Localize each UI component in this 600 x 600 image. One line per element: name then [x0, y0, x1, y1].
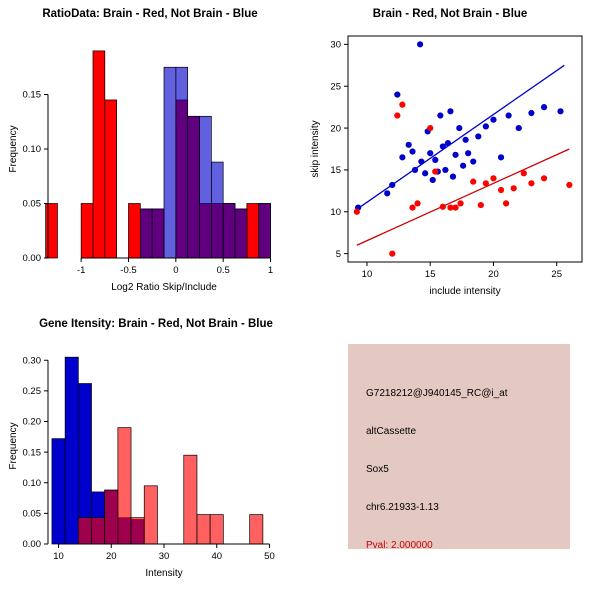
svg-text:10: 10 — [53, 551, 64, 562]
svg-text:0.10: 0.10 — [22, 477, 41, 489]
svg-text:0.15: 0.15 — [22, 89, 41, 101]
ratio-histogram-title: RatioData: Brain - Red, Not Brain - Blue — [42, 8, 258, 20]
svg-text:-1: -1 — [76, 265, 86, 276]
svg-text:0.5: 0.5 — [216, 265, 230, 276]
ratio-histogram-plot — [0, 0, 300, 300]
panel-intensity-histogram — [0, 300, 300, 600]
svg-text:40: 40 — [211, 551, 223, 562]
svg-text:Frequency: Frequency — [8, 125, 19, 173]
svg-text:0.00: 0.00 — [22, 539, 41, 551]
svg-text:0.00: 0.00 — [22, 253, 41, 265]
svg-text:15: 15 — [424, 269, 436, 280]
svg-text:0: 0 — [173, 265, 179, 276]
intensity-histogram-plot — [0, 300, 300, 600]
svg-text:0.20: 0.20 — [22, 416, 41, 428]
svg-text:25: 25 — [330, 81, 341, 93]
svg-text:0.10: 0.10 — [22, 144, 41, 156]
scatter-plot — [300, 0, 600, 300]
svg-text:50: 50 — [264, 551, 275, 562]
svg-text:Log2 Ratio Skip/Include: Log2 Ratio Skip/Include — [111, 282, 217, 293]
info-location: chr6.21933-1.13 — [366, 502, 439, 513]
svg-text:20: 20 — [330, 123, 341, 135]
svg-text:0.05: 0.05 — [22, 508, 41, 520]
svg-text:10: 10 — [361, 269, 373, 280]
svg-text:-0.5: -0.5 — [120, 265, 137, 276]
svg-text:15: 15 — [330, 165, 341, 177]
panel-scatter — [300, 0, 600, 300]
svg-text:0.15: 0.15 — [22, 447, 41, 459]
svg-text:0.30: 0.30 — [22, 355, 41, 367]
svg-text:30: 30 — [158, 551, 170, 562]
scatter-title: Brain - Red, Not Brain - Blue — [372, 8, 528, 20]
info-event-type: altCassette — [366, 426, 417, 437]
svg-text:0.05: 0.05 — [22, 198, 41, 210]
svg-text:1: 1 — [267, 265, 274, 276]
info-probe-id: G7218212@J940145_RC@i_at — [366, 388, 508, 399]
svg-text:25: 25 — [551, 269, 562, 280]
svg-text:10: 10 — [330, 206, 341, 218]
svg-text:0.25: 0.25 — [22, 386, 41, 398]
info-gene-symbol: Sox5 — [366, 464, 389, 475]
info-pval: Pval: 2.000000 — [366, 540, 433, 551]
svg-text:skip intensity: skip intensity — [310, 120, 321, 178]
svg-text:Intensity: Intensity — [145, 568, 183, 579]
svg-text:20: 20 — [488, 269, 499, 280]
panel-ratio-histogram — [0, 0, 300, 300]
svg-text:include intensity: include intensity — [429, 286, 501, 297]
svg-text:5: 5 — [335, 248, 341, 260]
svg-text:20: 20 — [105, 551, 117, 562]
svg-text:Frequency: Frequency — [8, 422, 19, 470]
probe-info-box — [348, 344, 570, 549]
svg-text:30: 30 — [330, 39, 341, 51]
intensity-histogram-title: Gene Itensity: Brain - Red, Not Brain - Blue — [39, 318, 273, 330]
